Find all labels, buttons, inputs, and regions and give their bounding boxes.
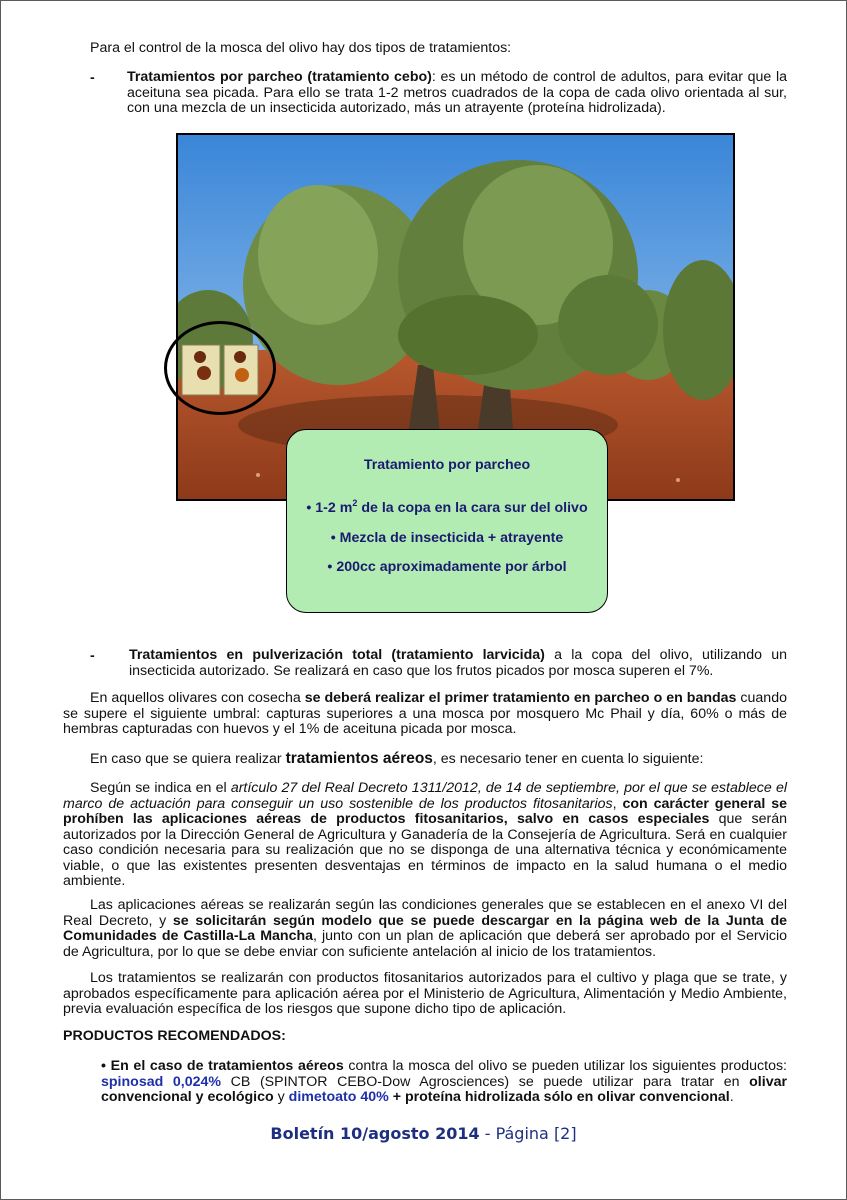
callout-line-1-b: de la copa en la cara sur del olivo [357,500,588,516]
products-paragraph [101,1059,787,1106]
treatment-parcheo-title: Tratamientos por parcheo (tratamiento cebo) [127,69,432,85]
treatment-pulverizacion-paragraph [129,648,787,679]
real-decreto-paragraph [63,781,787,890]
treatment-parcheo-paragraph [127,70,787,117]
bait-trap-highlight-circle [164,321,276,415]
real-decreto-c: , [612,795,623,812]
real-decreto-a: Según se indica en el [90,780,231,796]
real-decreto-e: que serán autorizados por la Dirección General de Agricultura y Ganadería de la Consejería de Agricultura. Será en cualquier caso condición necesaria para su realización que no se disponga de una alternativa técnica y económicamente viable, o que las existentes presenten desventajas en términos de impacto en la salud humana o el medio ambiente. [63,811,788,889]
threshold-text-c: cuando se supere el siguiente umbral: capturas superiores a una mosca por mosquero Mc Phail y día, 60% o más de hembras capturadas con huevos y el 1% de aceituna picada por mosca. [63,690,787,737]
threshold-text-a: En aquellos olivares con cosecha [90,690,305,706]
page-footer [0,1124,847,1143]
treatment-parcheo-body: : es un método de control de adultos, para evitar que la aceituna sea picada. Para ello se trata 1-2 metros cuadrados de la copa de cada olivo orientada al sur, con una mezcla de un insecticida autorizado, más un atrayente (proteína hidrolizada). [127,69,788,116]
real-decreto-bold: con carácter general se prohíben las aplicaciones aéreas de productos fitosanitarios, salvo en casos especiales [63,795,787,827]
products-text-f: y [273,1089,289,1105]
aerial-intro-a: En caso que se quiera realizar [90,751,286,767]
threshold-paragraph [63,691,787,738]
aerial-intro-bold: tratamientos aéreos [285,750,433,767]
callout-line-1 [287,500,607,516]
real-decreto-reference: artículo 27 del Real Decreto 1311/2012, de 14 de septiembre, por el que se establece el marco de actuación para conseguir un uso sostenible de los productos fitosanitarios [63,780,787,812]
product-spinosad: spinosad 0,024% [101,1073,222,1090]
callout-superscript: 2 [352,498,358,508]
products-text-b: contra la mosca del olivo se pueden utilizar los siguientes productos: [343,1058,787,1074]
aerial-conditions-paragraph [63,898,787,960]
footer-page-number: - Página [2] [479,1124,577,1143]
list-dash-1: - [90,70,95,86]
callout-title: Tratamiento por parcheo [363,457,531,473]
authorized-products-paragraph: Los tratamientos se realizarán con productos fitosanitarios autorizados para el cultivo y plaga que se trate, y aprobados específicamente para aplicación aérea por el Ministerio de Agricultura, Alimentación y Medio Ambiente, previa evaluación específica de los riesgos que supone dicho tipo de aplicación. [63,970,787,1017]
aerial-conditions-c: , junto con un plan de aplicación que deberá ser aprobado por el Servicio de Agricultura, por lo que se debe enviar con suficiente antelación al inicio de los tratamientos. [63,928,787,960]
aerial-intro-paragraph [90,751,787,768]
products-olivar-bold: olivar convencional y ecológico [101,1073,787,1105]
threshold-text-bold: se deberá realizar el primer tratamiento en parcheo o en bandas [304,690,737,706]
callout-line-2: • Mezcla de insecticida + atrayente [330,530,564,546]
intro-text: Para el control de la mosca del olivo hay dos tipos de tratamientos: [90,40,512,56]
treatment-pulverizacion-body: a la copa del olivo, utilizando un insecticida autorizado. Se realizará en caso que los frutos picados por mosca superen el 7%. [129,647,787,679]
products-heading: PRODUCTOS RECOMENDADOS: [63,1028,286,1044]
callout-line-1-a: • 1-2 m [306,500,353,516]
products-aerial-bold: En el caso de tratamientos aéreos [105,1058,344,1074]
products-text-i: . [729,1089,734,1105]
products-text-d: CB (SPINTOR CEBO-Dow Agrosciences) se puede utilizar para tratar en [221,1073,750,1090]
product-dimetoato: dimetoato 40% [288,1089,389,1105]
treatment-pulverizacion-title: Tratamientos en pulverización total (tratamiento larvicida) [129,647,545,663]
aerial-conditions-a: Las aplicaciones aéreas se realizarán según las condiciones generales que se establecen en el anexo VI del Real Decreto, y [63,897,787,929]
products-bullet: • [101,1058,106,1074]
products-protein-bold: + proteína hidrolizada sólo en olivar convencional [388,1089,730,1105]
parcheo-callout-box [286,429,608,613]
callout-line-3: • 200cc aproximadamente por árbol [327,559,567,575]
aerial-conditions-bold: se solicitarán según modelo que se puede descargar en la página web de la Junta de Comunidades de Castilla-La Mancha [63,912,787,944]
footer-bulletin: Boletín 10/agosto 2014 [270,1124,480,1143]
aerial-intro-c: , es necesario tener en cuenta lo siguiente: [432,751,704,767]
list-dash-2: - [90,648,95,664]
